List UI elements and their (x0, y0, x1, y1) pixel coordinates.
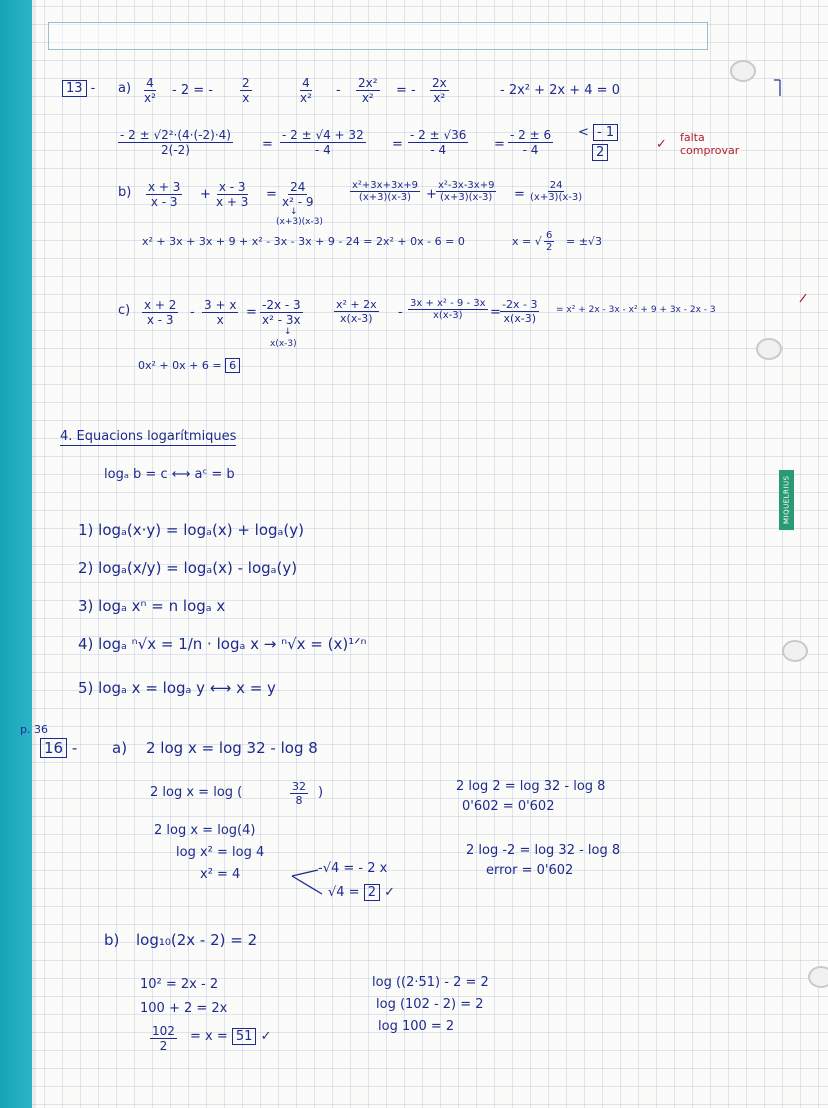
ex13a-sol1: - 1 (593, 124, 618, 141)
ex16b-s3-box: 51 (232, 1028, 257, 1045)
ex13a-label: a) (118, 81, 132, 96)
ex13b-frac1: $\frac{x + 3}{x - 3}$ (148, 180, 181, 209)
branch-stroke (292, 876, 322, 894)
ex13b-label: b) (118, 185, 132, 200)
ex13-number-wrap: 13 - (62, 82, 95, 96)
ex16a-label: a) (112, 739, 128, 757)
ex16b-s1: 10² = 2x - 2 (140, 977, 219, 992)
ex13c-frac2: $\frac{3 + x}{x}$ (204, 298, 237, 327)
ex16b-label: b) (104, 931, 120, 949)
ex13c-eq2: = (490, 305, 501, 320)
ex13b-line2-frac: $\frac{6}{2}$ (546, 230, 553, 253)
ex13a-eq2-minus: - (336, 83, 341, 98)
ex13a-red-check: ✓ (656, 137, 667, 152)
ex13c-frac1: $\frac{x + 2}{x - 3}$ (144, 298, 177, 327)
ex13b-eq2: = (514, 187, 525, 202)
ex13a-eq2-eq: = - (396, 83, 416, 98)
ex16a-s4: x² = 4 (200, 867, 241, 882)
ex13b-frac6: $\frac{24}{(x+3)(x-3)}$ (530, 180, 583, 203)
ex16b-check2: log (102 - 2) = 2 (376, 997, 484, 1012)
ex13a-sol1-wrap: < - 1 (578, 126, 618, 140)
ex13c-rhs: = x² + 2x - 3x - x² + 9 + 3x - 2x - 3 (556, 305, 716, 315)
ex16a-check3: 2 log -2 = log 32 - log 8 (466, 843, 621, 858)
ex13c-minus2: - (398, 305, 403, 320)
ex16a-s3: log x² = log 4 (176, 845, 265, 860)
ex13c-minus: - (190, 305, 195, 320)
ex13a-eq-sign: = (392, 137, 403, 152)
ex13b-plus2: + (426, 187, 437, 202)
ex16a-s2: 2 log x = log(4) (154, 823, 256, 838)
ex13c-frac3: $\frac{-2x - 3}{\text{x² - 3x}}$ (262, 298, 301, 327)
ex13a-sol2: 2 (592, 144, 608, 161)
ex13a-eq2-frac1: $\frac{4}{\text{x²}}$ (300, 76, 312, 105)
ex13a-eq1-mid: - 2 = - (172, 83, 213, 98)
ex13b-frac3: $\frac{24}{\text{x² - 9}}$ (282, 180, 314, 209)
ex13b-expand: (x+3)(x-3) (276, 217, 323, 227)
ex16a-check4: error = 0'602 (486, 863, 574, 878)
ex16a-root-pos: √4 = (328, 885, 360, 900)
section4-definition: logₐ b = c ⟷ aᶜ = b (104, 467, 235, 482)
ex13c-eq: = (246, 305, 257, 320)
ex16a-check1: 2 log 2 = log 32 - log 8 (456, 779, 606, 794)
ex13b-line2-res: = ±√3 (566, 235, 602, 248)
ex13b-frac2: $\frac{x - 3}{x + 3}$ (216, 180, 249, 209)
ex13b-line2: x² + 3x + 3x + 9 + x² - 3x - 3x + 9 - 24 = 2x² + 0x - 6 = 0 (142, 235, 465, 248)
ex13b-frac4: $\frac{\text{x²+3x+3x+9}}{(x+3)(x-3)}$ (352, 180, 418, 203)
ex13c-arrow: ↓ (284, 327, 292, 337)
brand-label: MIQUELRIUS (782, 475, 791, 525)
ex13a-eq2-frac3: $\frac{2x}{\text{x²}}$ (432, 76, 447, 105)
section4-title: 4. Equacions logarítmiques (60, 429, 237, 444)
ex16a-eq: 2 log x = log 32 - log 8 (146, 739, 318, 757)
ex16b-s2: 100 + 2 = 2x (140, 1001, 228, 1016)
ex13a-eq3: - 2x² + 2x + 4 = 0 (500, 83, 620, 98)
ex13c-label: c) (118, 303, 131, 318)
ex16-number-wrap: 16 - (40, 740, 77, 757)
ex13a-note: falta comprovar (680, 131, 740, 157)
ex16a-s1-right: ) (318, 785, 324, 800)
branch-stroke (292, 870, 318, 876)
ex13a-eq-sign: = (262, 137, 273, 152)
log-property-1: 1) logₐ(x·y) = logₐ(x) + logₐ(y) (78, 521, 304, 539)
ex16a-root-neg: -√4 = - 2 x (318, 861, 388, 876)
ex13a-quad: $\frac{\text{- 2 ± √2²·(4·(-2)·4)}}{2(-2)}$ (120, 128, 231, 157)
ex13b-eq: = (266, 187, 277, 202)
ex16b-check1: log ((2·51) - 2 = 2 (372, 975, 489, 990)
ex13a-q2: $\frac{- 2 \pm √4 + 32}{- 4}$ (282, 128, 364, 157)
ex13c-frac6: $\frac{-2x - 3}{x(x-3)}$ (502, 298, 538, 325)
ex13b-line2-x: x = √ (512, 235, 542, 248)
ex13b-plus: + (200, 187, 211, 202)
ex13c-line2-box: 6 (225, 358, 240, 373)
ex13a-eq1-frac2: $\frac{2}{x}$ (242, 76, 250, 105)
ex16b-s3-frac: $\frac{102}{2}$ (152, 1024, 175, 1053)
ex13a-eq2-frac2: $\frac{\text{2x²}}{\text{x²}}$ (358, 76, 378, 105)
ex13a-eq-sign: = (494, 137, 505, 152)
red-mark (800, 294, 806, 302)
ex13a-q3: $\frac{- 2 \pm √36}{- 4}$ (410, 128, 467, 157)
check-icon: ✓ (384, 885, 396, 900)
ex13c-frac5: $\frac{\text{3x + x² - 9 - 3x}}{x(x-3)}$ (410, 298, 486, 321)
ex16b-check3: log 100 = 2 (378, 1019, 455, 1034)
ex13b-arrow: ↓ (290, 207, 298, 217)
check-icon: ✓ (260, 1029, 272, 1044)
ex16a-root-box: 2 (364, 884, 380, 901)
ex16b-s3-mid: = x = (190, 1029, 228, 1044)
ex13c-line2: 0x² + 0x + 6 = (138, 359, 222, 372)
ex13a-eq1-frac1: $\frac{4}{\text{x²}}$ (144, 76, 156, 105)
ex16-page-ref: p. 36 (20, 723, 48, 736)
ex16a-s1-frac: $\frac{32}{8}$ (292, 780, 306, 807)
ex13c-expand: x(x-3) (270, 339, 297, 349)
log-property-4: 4) logₐ ⁿ√x = 1/n · logₐ x → ⁿ√x = (x)¹ᐟⁿ (78, 635, 367, 653)
ex16b-eq: log₁₀(2x - 2) = 2 (136, 931, 258, 949)
ex13a-q4: $\frac{- 2 \pm 6}{- 4}$ (510, 128, 552, 157)
ex16-number: 16 (40, 738, 67, 758)
log-property-3: 3) logₐ xⁿ = n logₐ x (78, 597, 226, 615)
log-property-2: 2) logₐ(x/y) = logₐ(x) - logₐ(y) (78, 559, 298, 577)
log-property-5: 5) logₐ x = logₐ y ⟷ x = y (78, 679, 276, 697)
ex13b-frac5: $\frac{\text{x²-3x-3x+9}}{(x+3)(x-3)}$ (438, 180, 495, 203)
ex16a-check2: 0'602 = 0'602 (462, 799, 555, 814)
ex13c-frac4: $\frac{\text{x² + 2x}}{x(x-3)}$ (336, 298, 377, 325)
ex13-number: 13 (62, 80, 87, 97)
ex16a-s1-left: 2 log x = log ( (150, 785, 243, 800)
